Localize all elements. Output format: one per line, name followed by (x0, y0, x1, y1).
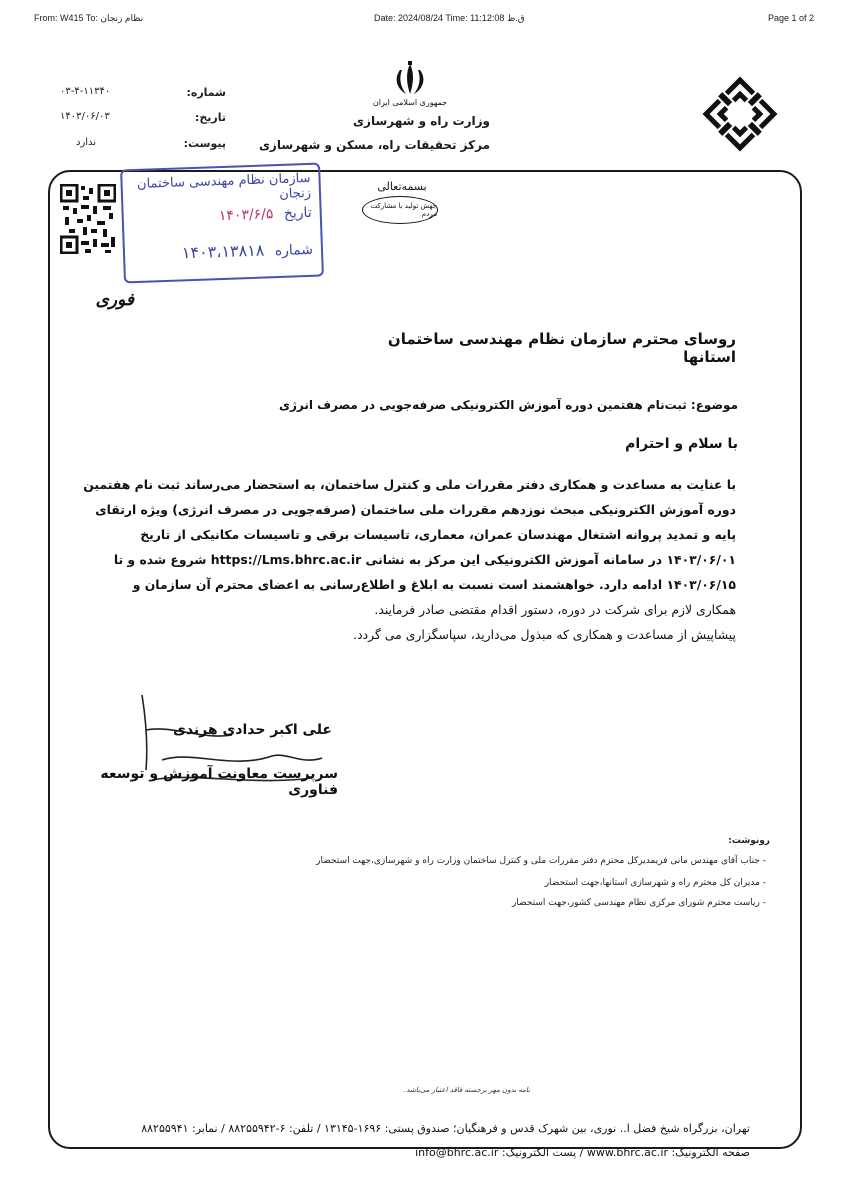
letter-frame (48, 170, 802, 1149)
number-value: ۰۳-۴-۱۱۳۴۰ (60, 86, 111, 97)
cc-heading: رونوشت: (728, 836, 770, 846)
body-line: پیشاپیش از مساعدت و همکاری که مبذول می‌دارید، سپاسگزاری می گردد. (353, 627, 736, 642)
attachment-label: پیوست: (183, 137, 226, 150)
iran-emblem-icon (388, 60, 432, 100)
signatory-name: علی اکبر حدادی هرندی (172, 722, 332, 738)
recipient-line: روسای محترم سازمان نظام مهندسی ساختمان استانها (387, 330, 736, 366)
body-line: دوره آموزش الکترونیکی مبحث نوزدهم مقررات ملی ساختمان (صرفه‌جویی در مصرف انرژی) ویژه ارتقای (95, 502, 736, 517)
fax-from: From: W415 To: نظام زنجان (34, 13, 144, 23)
cc-item: - مدیران کل محترم راه و شهرسازی استانها،جهت استحضار (544, 878, 766, 888)
bhrc-logo-icon (702, 76, 778, 152)
fax-date-time: Date: 2024/08/24 Time: 11:12:08 ق.ظ (374, 13, 525, 23)
footer-contact: صفحه الکترونیک: www.bhrc.ac.ir / پست الکترونیک: info@bhrc.ac.ir (415, 1146, 750, 1159)
emblem-caption: جمهوری اسلامی ایران (372, 98, 448, 107)
cc-item: - ریاست محترم شورای مرکزی نظام مهندسی کشور،جهت استحضار (511, 898, 766, 908)
date-label: تاریخ: (194, 111, 226, 124)
attachment-value: ندارد (76, 137, 97, 148)
footer-address: تهران، بزرگراه شیخ فضل ا.. نوری، بین شهرک قدس و فرهنگیان؛ صندوق پستی: ۱۶۹۶-۱۳۱۴۵ / تلفن: ۶-۸۸۲۵۵۹۴۲ / نمابر: ۸۸۲۵۵۹۴۱ (141, 1122, 750, 1135)
cc-item: - جناب آقای مهندس مانی فریمدیرکل محترم دفتر مقررات ملی و کنترل ساختمان وزارت راه و شهرسازی،جهت استحضار (316, 856, 766, 866)
body-line: پایه و تمدید پروانه اشتغال مهندسان عمران، معماری، تاسیسات برقی و تاسیسات مکانیکی از تاریخ (140, 527, 736, 542)
body-line: همکاری لازم برای شرکت در دوره، دستور اقدام مقتضی صادر فرمایند. (374, 602, 736, 617)
center-name: مرکز تحقیقات راه، مسکن و شهرسازی (258, 138, 490, 152)
subject-line: موضوع: ثبت‌نام هفتمین دوره آموزش الکترونیکی صرفه‌جویی در مصرف انرژی (279, 398, 738, 412)
fax-page-number: Page 1 of 2 (768, 13, 815, 23)
body-line: با عنایت به مساعدت و همکاری دفتر مقررات ملی و کنترل ساختمان، به استحضار می‌رساند ثبت نام هفتمین (83, 477, 736, 492)
stamp-organization: سازمان نظام مهندسی ساختمان زنجان (136, 170, 312, 202)
urgent-label: فوری (95, 290, 134, 310)
letter-body (60, 472, 736, 647)
validity-note: نامه بدون مهر برجسته فاقد اعتبار می‌باشد. (404, 1086, 530, 1094)
basmala: بسمه‌تعالی (377, 180, 427, 193)
greeting: با سلام و احترام (625, 436, 738, 452)
date-value: ۱۴۰۳/۰۶/۰۳ (60, 111, 110, 122)
stamp-date: تاریخ ۱۴۰۳/۶/۵ (218, 204, 312, 225)
body-line: ۱۴۰۳/۰۶/۱۵ ادامه دارد. خواهشمند است نسبت به ابلاغ و اطلاع‌رسانی به اعضای محترم آن سازمان و (132, 577, 736, 592)
receipt-stamp (120, 163, 324, 284)
ministry-name: وزارت راه و شهرسازی (353, 114, 490, 128)
qr-code (60, 184, 116, 254)
signatory-title: سرپرست معاونت آموزش و توسعه فناوری (100, 766, 338, 798)
stamp-number: شماره ۱۴۰۳،۱۳۸۱۸ (181, 240, 314, 263)
body-line: ۱۴۰۳/۰۶/۰۱ در سامانه آموزش الکترونیکی این مرکز به نشانی https://Lms.bhrc.ac.ir شروع شده و تا (113, 552, 736, 567)
number-label: شماره: (186, 86, 226, 99)
slogan-badge: جهش تولید با مشارکت مردم (362, 196, 438, 224)
